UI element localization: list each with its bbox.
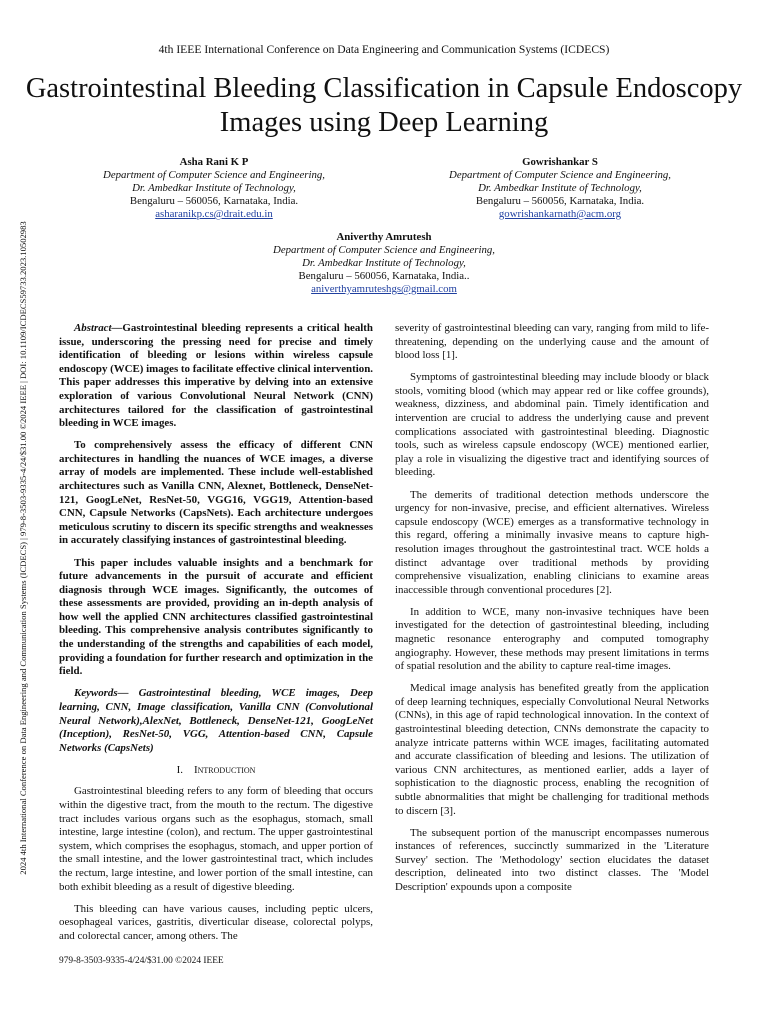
conference-name: 4th IEEE International Conference on Data Engineering and Communication Systems (ICDECS) <box>158 43 610 56</box>
body-paragraph: Gastrointestinal bleeding refers to any form of bleeding that occurs within the digestive tract, from the mouth to the rectum. The digestive tract includes various organs such as the esophagus, stomach, small intestine, large intestine (colon), and rectum. The upper gastrointestinal system, which comprises the esophagus, stomach, and upper portion of the small intestine, and the lower gastrointestinal tract, which includes the rectum, large intestine, and lower portion of the small intestine, can both exhibit bleeding as a result of digestive bleeding. <box>59 785 373 893</box>
keywords-label: Keywords— <box>74 687 129 700</box>
author-block-3 <box>229 231 539 296</box>
author-institute: Dr. Ambedkar Institute of Technology, <box>478 182 642 194</box>
abstract-paragraph: To comprehensively assess the efficacy of different CNN architectures in handling the nuances of WCE images, a diverse array of models are implemented. These include well-established architectures such as Vanilla CNN, Alexnet, Bottleneck, DenseNet-121, GoogLeNet, ResNet-50, VGG16, VGG19, Attention-based CNN, Capsule Networks (CapsNets). Each architecture undergoes meticulous scrutiny to discern its specific strengths and weaknesses in accurately classifying instances of gastrointestinal bleeding. <box>59 439 373 547</box>
abstract-paragraph: This paper includes valuable insights and a benchmark for future advancements in the pursuit of accurate and efficient diagnosis through WCE images. Significantly, the outcomes of these assessments are provided, providing an in-depth analysis of how well the applied CNN architectures classified gastrointestinal bleeding. This comprehensive analysis contributes significantly to the understanding of the strengths and capabilities of each model, providing a foundation for further research and optimization in the field. <box>59 556 373 678</box>
body-paragraph: In addition to WCE, many non-invasive techniques have been investigated for the detection of gastrointestinal bleeding, including magnetic resonance enterography and computed tomography angiography. However, these methods may present limitations in terms of spatial resolution and the ability to capture real-time images. <box>395 605 709 673</box>
author-institute: Dr. Ambedkar Institute of Technology, <box>302 257 466 269</box>
body-paragraph: The subsequent portion of the manuscript encompasses numerous instances of references, succinctly summarized in the 'Literature Survey' section. The 'Methodology' section elucidates the dataset description, delineated into two distinct classes. The 'Model Description' expounds upon a composite <box>395 826 709 894</box>
author-name: Aniverthy Amrutesh <box>336 231 432 243</box>
abstract-text: Gastrointestinal bleeding represents a critical health issue, underscoring the pressing need for precise and timely identification of bleeding or lesions within wireless capsule endoscopy (WCE) images to facilitate effective clinical intervention. This paper addresses this imperative by delving into an extensive exploration of various Convolutional Neural Network (CNN) architectures tailored for the classification of gastrointestinal bleeding in WCE images. <box>59 322 373 430</box>
author-address: Bengaluru – 560056, Karnataka, India. <box>475 195 645 207</box>
author-block-2 <box>405 156 715 221</box>
keywords-text: Gastrointestinal bleeding, WCE images, Deep learning, CNN, Image classification, Vanilla CNN (Convolutional Neural Network),AlexNet, Bottleneck, DenseNet-121, GoogLeNet (Inception), ResNet-50, VGG, Attention-based CNN, Capsule Networks (CapsNets) <box>59 687 373 754</box>
paper-title: Gastrointestinal Bleeding Classification in Capsule Endoscopy Images using Deep Learning <box>25 73 743 138</box>
body-paragraph: This bleeding can have various causes, including peptic ulcers, oesophageal varices, gastritis, diverticular disease, colorectal polyps, and colorectal cancer, among others. The <box>59 902 373 942</box>
abstract-label: Abstract— <box>74 322 123 334</box>
author-email-link[interactable]: aniverthyamruteshgs@gmail.com <box>311 283 457 295</box>
author-address: Bengaluru – 560056, Karnataka, India.. <box>298 270 470 282</box>
right-column <box>395 322 709 903</box>
keywords-paragraph <box>59 687 373 755</box>
author-department: Department of Computer Science and Engineering, <box>103 169 325 181</box>
author-name: Gowrishankar S <box>522 156 598 168</box>
body-paragraph: Medical image analysis has benefited greatly from the application of deep learning techniques, especially Convolutional Neural Networks (CNNs), in this age of rapid technological innovation. In the context of gastrointestinal bleeding detection, CNNs demonstrate the capacity to analyze intricate patterns within WCE images, facilitating automated and accurate classification of bleeding and lesions. The utilization of various CNN architectures, as mentioned earlier, adds a layer of sophistication to the diagnostic process, enabling the recognition of subtle abnormalities that might be challenging for traditional methods to discern [3]. <box>395 682 709 817</box>
section-heading <box>59 764 373 778</box>
author-email-link[interactable]: asharanikp.cs@drait.edu.in <box>155 208 273 220</box>
author-institute: Dr. Ambedkar Institute of Technology, <box>132 182 296 194</box>
side-note-text: 2024 4th International Conference on Data Engineering and Communication Systems (ICDECS) | 979-8-3503-9335-4/24/$31.00 ©2024 IEEE | DOI: 10.1109/ICDECS59733.2023.10502983 <box>18 221 28 875</box>
body-paragraph: severity of gastrointestinal bleeding can vary, ranging from mild to life-threatening, depending on the underlying cause and the amount of blood loss [1]. <box>395 322 709 362</box>
left-column <box>59 322 373 952</box>
body-paragraph: Symptoms of gastrointestinal bleeding may include bloody or black stools, vomiting blood (which may appear red or like coffee grounds), weakness, dizziness, and abdominal pain. Timely identification and intervention are crucial to address the underlying cause and prevent complications associated with gastrointestinal bleeding. Diagnostic tools, such as wireless capsule endoscopy (WCE) mentioned earlier, play a role in visualizing the digestive tract and identifying sources of bleeding. <box>395 371 709 479</box>
body-paragraph: The demerits of traditional detection methods underscore the urgency for non-invasive, precise, and efficient alternatives. Wireless capsule endoscopy (WCE) emerges as a transformative technology in this regard, offering a minimally invasive means to capture high-resolution images throughout the gastrointestinal tract. WCE holds a distinct advantage over traditional methods by providing comprehensive visualization, enabling clinicians to examine areas inaccessible through conventional procedures [2]. <box>395 488 709 596</box>
author-block-1 <box>59 156 369 221</box>
author-name: Asha Rani K P <box>179 156 249 168</box>
author-email-link[interactable]: gowrishankarnath@acm.org <box>498 208 622 220</box>
author-department: Department of Computer Science and Engineering, <box>273 244 495 256</box>
section-number: I. <box>176 763 183 776</box>
author-address: Bengaluru – 560056, Karnataka, India. <box>129 195 299 207</box>
author-department: Department of Computer Science and Engineering, <box>449 169 671 181</box>
section-title: Introduction <box>193 763 256 776</box>
page-footer: 979-8-3503-9335-4/24/$31.00 ©2024 IEEE <box>59 956 224 966</box>
abstract-paragraph <box>59 322 373 431</box>
